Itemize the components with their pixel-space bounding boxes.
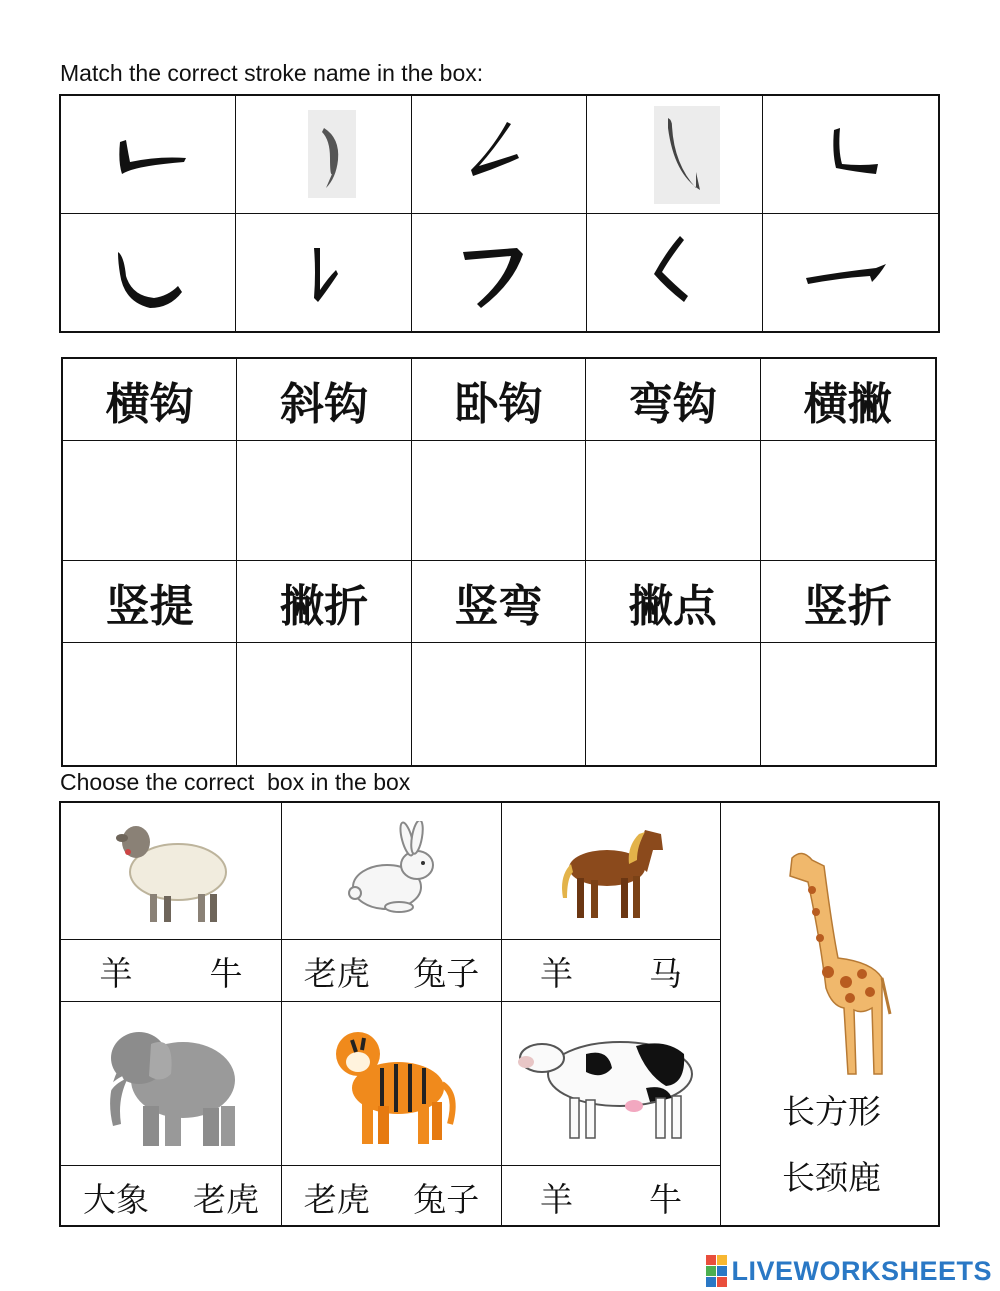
- option-word[interactable]: 兔子: [413, 953, 480, 993]
- rabbit-options: [282, 941, 501, 1001]
- sheep-picture: [61, 803, 281, 939]
- option-word[interactable]: 长颈鹿: [782, 1158, 881, 1197]
- elephant-picture: [61, 1003, 281, 1165]
- stroke-cell[interactable]: [61, 214, 236, 332]
- animal-table: [59, 801, 940, 1227]
- stroke-cell[interactable]: [587, 214, 762, 332]
- giraffe-picture: [721, 833, 942, 1083]
- heng-gou-stroke-icon: [800, 222, 900, 322]
- elephant-options: [61, 1167, 281, 1227]
- stroke-name-label: 横钩: [63, 359, 237, 441]
- answer-drop-box[interactable]: [412, 441, 586, 561]
- option-word[interactable]: 老虎: [303, 953, 370, 993]
- stroke-cell[interactable]: [412, 214, 587, 332]
- rabbit-picture: [282, 803, 501, 939]
- stroke-grid: [59, 94, 940, 333]
- stroke-name-label: 卧钩: [412, 359, 586, 441]
- option-word[interactable]: 羊: [99, 953, 133, 993]
- pie-zhe-stroke-icon: [624, 222, 724, 322]
- answer-drop-box[interactable]: [63, 643, 237, 765]
- stroke-name-label: 竖折: [761, 561, 935, 643]
- cow-picture: [502, 1003, 720, 1165]
- answer-drop-box[interactable]: [586, 441, 760, 561]
- stroke-name-label: 撇折: [237, 561, 411, 643]
- xie-gou-stroke-icon: [624, 104, 724, 204]
- option-word[interactable]: 大象: [83, 1179, 149, 1219]
- wo-gou-stroke-icon: [98, 222, 198, 322]
- stroke-cell[interactable]: [236, 214, 411, 332]
- answer-drop-box[interactable]: [412, 643, 586, 765]
- option-word[interactable]: 羊: [540, 953, 573, 993]
- stroke-cell[interactable]: [412, 96, 587, 214]
- heng-pie-like-stroke-icon: [98, 104, 198, 204]
- option-word[interactable]: 牛: [649, 1179, 682, 1219]
- stroke-name-label: 竖提: [63, 561, 237, 643]
- stroke-name-label: 竖弯: [412, 561, 586, 643]
- stroke-name-label: 弯钩: [586, 359, 760, 441]
- answer-drop-box[interactable]: [237, 441, 411, 561]
- option-word[interactable]: 兔子: [413, 1179, 480, 1219]
- choose-instruction: Choose the correct box in the box: [60, 769, 411, 795]
- stroke-cell[interactable]: [236, 96, 411, 214]
- heng-pie-stroke-icon: [449, 222, 549, 322]
- option-word[interactable]: 羊: [540, 1179, 573, 1219]
- stroke-cell[interactable]: [763, 214, 938, 332]
- sheep-options: [61, 941, 281, 1001]
- shu-ti-stroke-icon: [274, 222, 374, 322]
- tiger-options: [282, 1167, 501, 1227]
- option-word[interactable]: 老虎: [193, 1179, 259, 1219]
- liveworksheets-logo: [706, 1255, 992, 1287]
- stroke-name-label: 横撇: [761, 359, 935, 441]
- option-word[interactable]: 长方形: [782, 1092, 881, 1131]
- answer-drop-box[interactable]: [761, 643, 935, 765]
- giraffe-options: [721, 1079, 942, 1211]
- horse-picture: [502, 803, 720, 939]
- option-word[interactable]: 马: [649, 953, 682, 993]
- brand-mark-icon: [706, 1255, 727, 1287]
- brand-text: LIVEWORKSHEETS: [731, 1255, 992, 1286]
- answer-drop-box[interactable]: [761, 441, 935, 561]
- stroke-cell[interactable]: [763, 96, 938, 214]
- stroke-name-table: [61, 357, 937, 767]
- shu-ti-like-stroke-icon: [800, 104, 900, 204]
- stroke-name-label: 斜钩: [237, 359, 411, 441]
- stroke-cell[interactable]: [587, 96, 762, 214]
- stroke-name-label: 撇点: [586, 561, 760, 643]
- option-word[interactable]: 牛: [209, 953, 243, 993]
- answer-drop-box[interactable]: [237, 643, 411, 765]
- horse-options: [502, 941, 720, 1001]
- tiger-picture: [282, 1003, 501, 1165]
- option-word[interactable]: 老虎: [303, 1179, 370, 1219]
- wan-gou-stroke-icon: [274, 104, 374, 204]
- cow-options: [502, 1167, 720, 1227]
- stroke-cell[interactable]: [61, 96, 236, 214]
- answer-drop-box[interactable]: [63, 441, 237, 561]
- pie-dian-stroke-icon: [449, 104, 549, 204]
- answer-drop-box[interactable]: [586, 643, 760, 765]
- match-instruction: Match the correct stroke name in the box:: [60, 60, 484, 86]
